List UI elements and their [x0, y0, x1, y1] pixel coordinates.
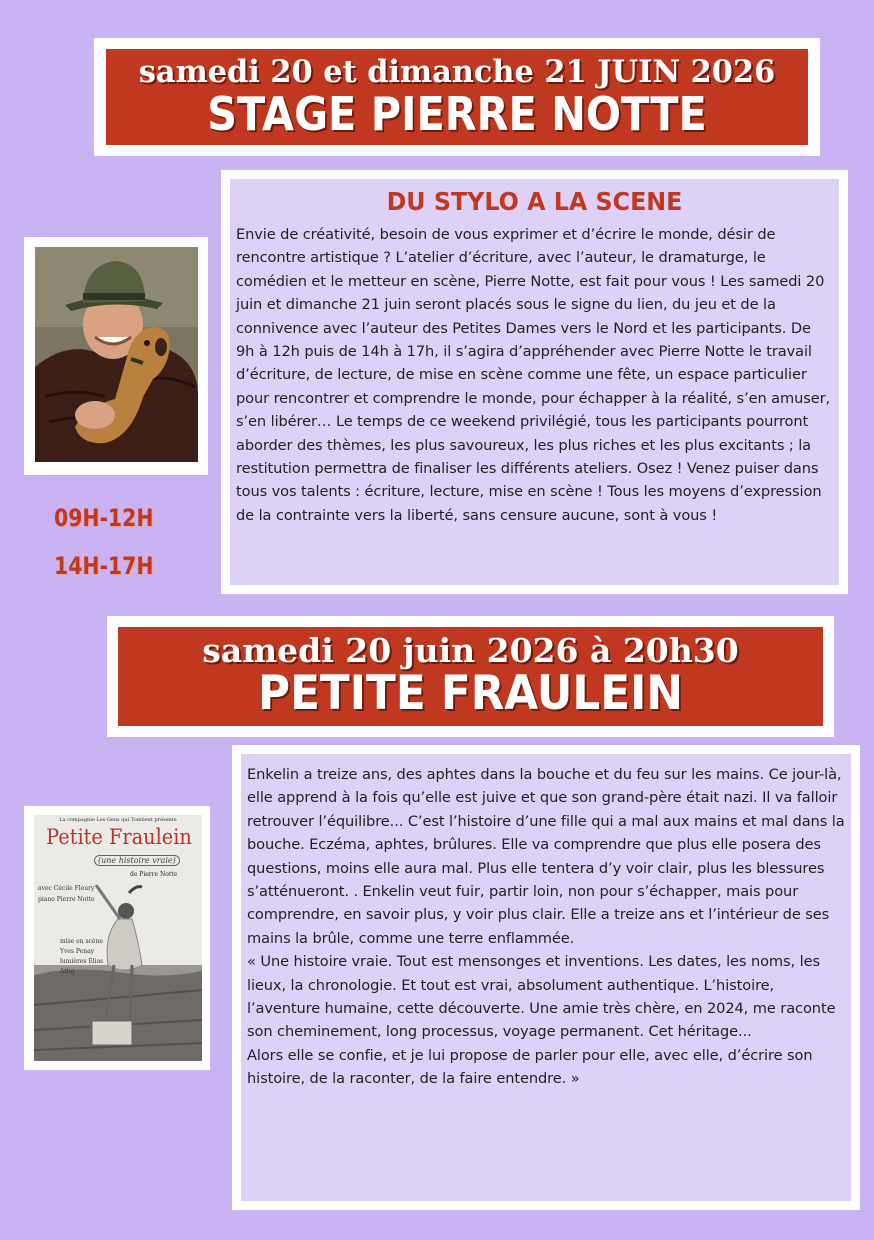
- workshop-time-morning: 09H-12H: [54, 504, 154, 532]
- workshop-heading: DU STYLO A LA SCENE: [386, 187, 683, 216]
- workshop-description: Envie de créativité, besoin de vous exprimer et d’écrire le monde, désir de rencontre artistique ? L’atelier d’écriture, avec l’auteur, le dramaturge, le comédien et le metteur en scène, Pierre Notte, est fait pour vous ! Les samedi 20 juin et dimanche 21 juin seront placés sous le signe du lien, du jeu et de la connivence avec l’auteur des Petites Dames vers le Nord et les participants. De 9h à 12h puis de 14h à 17h, il s’agira d’appréhender avec Pierre Notte le travail d’écriture, de lecture, de mise en scène comme une fête, un espace particulier pour rencontrer et comprendre le monde, pour échapper à la réalité, s’en amuser, s’en libérer… Le temps de ce weekend privilégié, tous les participants pourront aborder des thèmes, les plus savoureux, les plus riches et les plus excitants ; la restitution permettra de finaliser les différents ateliers. Osez ! Venez puiser dans tous vos talents : écriture, lecture, mise en scène ! Tous les moyens d’expression de la contrainte vers la liberté, sans censure aucune, sont à vous !: [236, 226, 831, 524]
- poster-author: de Pierre Notte: [130, 871, 178, 878]
- portrait-photo: [35, 247, 198, 462]
- show-quote: « Une histoire vraie. Tout est mensonges et inventions. Les dates, les noms, les lieux, la chronologie. Et tout est vrai, absolument authentique. L’histoire, l’aventure humaine, cette découverte. Une amie très chère, en 2024, me raconte son cheminement, long processus, voyage permanent. Cet héritage...: [247, 953, 836, 1041]
- workshop-time-afternoon: 14H-17H: [54, 552, 154, 580]
- top-banner-subtitle: samedi 20 et dimanche 21 JUIN 2026: [138, 54, 776, 90]
- show-banner-subtitle: samedi 20 juin 2026 à 20h30: [202, 631, 739, 670]
- poster: [34, 815, 202, 1061]
- poster-credits: mise en scène Yves Penay lumières Élias Attig: [60, 938, 104, 975]
- show-banner-title: PETITE FRAULEIN: [258, 666, 683, 721]
- show-description: Enkelin a treize ans, des aphtes dans la bouche et du feu sur les mains. Ce jour-là, elle apprend à la fois qu’elle est juive et que son grand-père était nazi. Il va falloir retrouver l’équilibre... C’est l’histoire d’une fille qui a mal aux mains et mal dans la bouche. Eczéma, aphtes, brûlures. Elle va comprendre que plus elle posera des questions, moins elle aura mal. Plus elle tentera d’y voir clair, plus les blessures s’atténueront. . Enkelin veut fuir, partir loin, non pour s’échapper, mais pour comprendre, en savoir plus, y voir plus clair. Elle a treize ans et l’intérieur de ses mains la brûle, comme une terre enflammée.: [247, 766, 845, 947]
- portrait-image: [35, 247, 198, 462]
- show-panel: [241, 754, 851, 1201]
- poster-tagline: (une histoire vraie): [94, 855, 180, 866]
- poster-title: Petite Fraulein: [46, 825, 192, 849]
- poster-cast: avec Cécile Fleury piano Pierre Notte: [38, 885, 95, 903]
- workshop-panel: [230, 179, 839, 585]
- top-banner-title: STAGE PIERRE NOTTE: [207, 87, 707, 141]
- poster-company: La compagnie Les Gens qui Tombent présente: [59, 817, 177, 823]
- show-banner: [118, 627, 823, 726]
- show-quote-end: Alors elle se confie, et je lui propose de parler pour elle, avec elle, d’écrire son histoire, de la raconter, de la faire entendre. »: [247, 1046, 813, 1088]
- top-banner: [106, 49, 808, 145]
